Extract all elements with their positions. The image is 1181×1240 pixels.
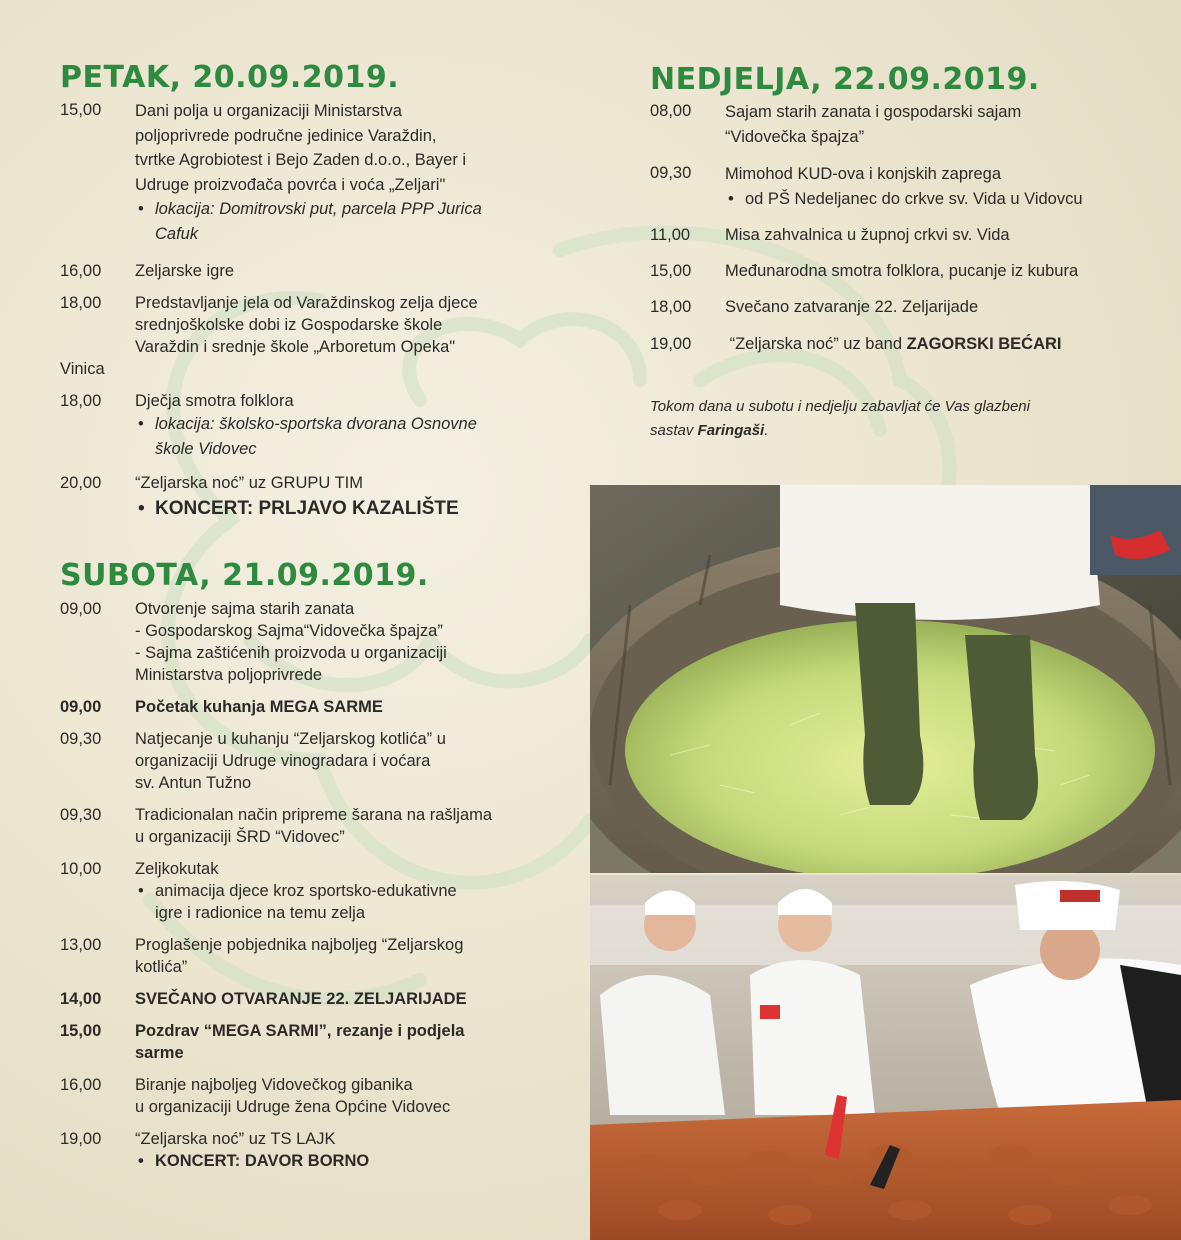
- event-sun-1100: 11,00 Misa zahvalnica u župnoj crkvi sv. Vida: [650, 226, 1010, 244]
- saturday-schedule: [60, 598, 580, 1172]
- saturday-heading: SUBOTA, 21.09.2019.: [60, 558, 429, 593]
- event-sat-0900-a: 09,00 Otvorenje sajma starih zanata - Gospodarskog Sajma“Vidovečka špajza” - Sajma zaštićenih proizvoda u organizaciji Ministarstva poljoprivrede: [60, 600, 447, 684]
- cabbage-barrel-image: [590, 485, 1181, 873]
- event-sun-0800: 08,00 Sajam starih zanata i gospodarski sajam “Vidovečka špajza”: [650, 102, 1022, 146]
- event-sun-1900: 19,00 “Zeljarska noć” uz band ZAGORSKI BEĆARI: [650, 335, 1062, 353]
- chefs-sarma-photo: [590, 875, 1181, 1240]
- event-time: 15,00: [60, 101, 102, 119]
- event-fri-2000: 20,00 “Zeljarska noć” uz GRUPU TIM • KONCERT: PRLJAVO KAZALIŠTE: [60, 472, 580, 520]
- event-sat-1000: 10,00 Zeljkokutak • animacija djece kroz sportsko-edukativne igre i radionice na temu zelja: [60, 858, 580, 924]
- cabbage-barrel-photo: [590, 485, 1181, 873]
- activity-bullet: • animacija djece kroz sportsko-edukativne igre i radionice na temu zelja: [135, 880, 580, 924]
- band-name: ZAGORSKI BEĆARI: [906, 335, 1062, 353]
- event-desc: Dani polja u organizaciji Ministarstva poljoprivrede područne jedinice Varaždin, tvrtke Agrobiotest i Bejo Zaden d.o.o., Bayer i Udruge proizvođača povrća i voća „Zeljari": [135, 102, 467, 194]
- event-fri-1800-b: 18,00 Dječja smotra folklora • lokacija: školsko-sportska dvorana Osnovne škole Vidovec: [60, 390, 580, 462]
- event-sun-1800: 18,00 Svečano zatvaranje 22. Zeljarijade: [650, 298, 979, 316]
- event-fri-1600: 16,00 Zeljarske igre: [60, 262, 235, 280]
- event-sat-1500: 15,00 Pozdrav “MEGA SARMI”, rezanje i podjela sarme: [60, 1022, 465, 1062]
- music-note: Tokom dana u subotu i nedjelju zabavljat će Vas glazbeni sastav Faringaši.: [650, 398, 1030, 439]
- location-bullet: • lokacija: školsko-sportska dvorana Osnovne škole Vidovec: [135, 412, 580, 462]
- event-sat-1900: 19,00 “Zeljarska noć” uz TS LAJK • KONCERT: DAVOR BORNO: [60, 1128, 580, 1172]
- event-fri-1500: [60, 99, 580, 247]
- sunday-schedule: [650, 100, 1170, 443]
- music-band-name: Faringaši: [697, 422, 765, 439]
- chefs-sarma-image: [590, 875, 1181, 1240]
- event-fri-1800-a: 18,00 Predstavljanje jela od Varaždinskog zelja djece srednjoškolske dobi iz Gospodarske škole Varaždin i srednje škole „Arboretum Opeka" Vinica: [60, 294, 478, 378]
- concert-bullet: • KONCERT: DAVOR BORNO: [135, 1150, 580, 1172]
- concert-bullet: • KONCERT: PRLJAVO KAZALIŠTE: [135, 498, 580, 520]
- location-bullet: • lokacija: Domitrovski put, parcela PPP Jurica Cafuk: [135, 197, 580, 247]
- sunday-heading: NEDJELJA, 22.09.2019.: [650, 62, 1040, 97]
- event-sat-0900-b: 09,00 Početak kuhanja MEGA SARME: [60, 698, 383, 716]
- event-sun-1500: 15,00 Međunarodna smotra folklora, pucanje iz kubura: [650, 262, 1079, 280]
- event-sat-0930-a: 09,30 Natjecanje u kuhanju “Zeljarskog kotlića” u organizaciji Udruge vinogradara i voćara sv. Antun Tužno: [60, 730, 446, 792]
- friday-schedule: [60, 99, 580, 520]
- event-sat-1400: 14,00 SVEČANO OTVARANJE 22. ZELJARIJADE: [60, 990, 467, 1008]
- event-sat-1300: 13,00 Proglašenje pobjednika najboljeg “Zeljarskog kotlića”: [60, 936, 464, 976]
- event-sun-0930: 09,30 Mimohod KUD-ova i konjskih zaprega • od PŠ Nedeljanec do crkve sv. Vida u Vidovcu: [650, 162, 1170, 212]
- route-bullet: • od PŠ Nedeljanec do crkve sv. Vida u Vidovcu: [725, 187, 1170, 212]
- friday-heading: PETAK, 20.09.2019.: [60, 60, 400, 95]
- event-sat-0930-b: 09,30 Tradicionalan način pripreme šarana na rašljama u organizaciji ŠRD “Vidovec”: [60, 806, 493, 846]
- event-sat-1600: 16,00 Biranje najboljeg Vidovečkog gibanika u organizaciji Udruge žena Općine Vidovec: [60, 1076, 451, 1116]
